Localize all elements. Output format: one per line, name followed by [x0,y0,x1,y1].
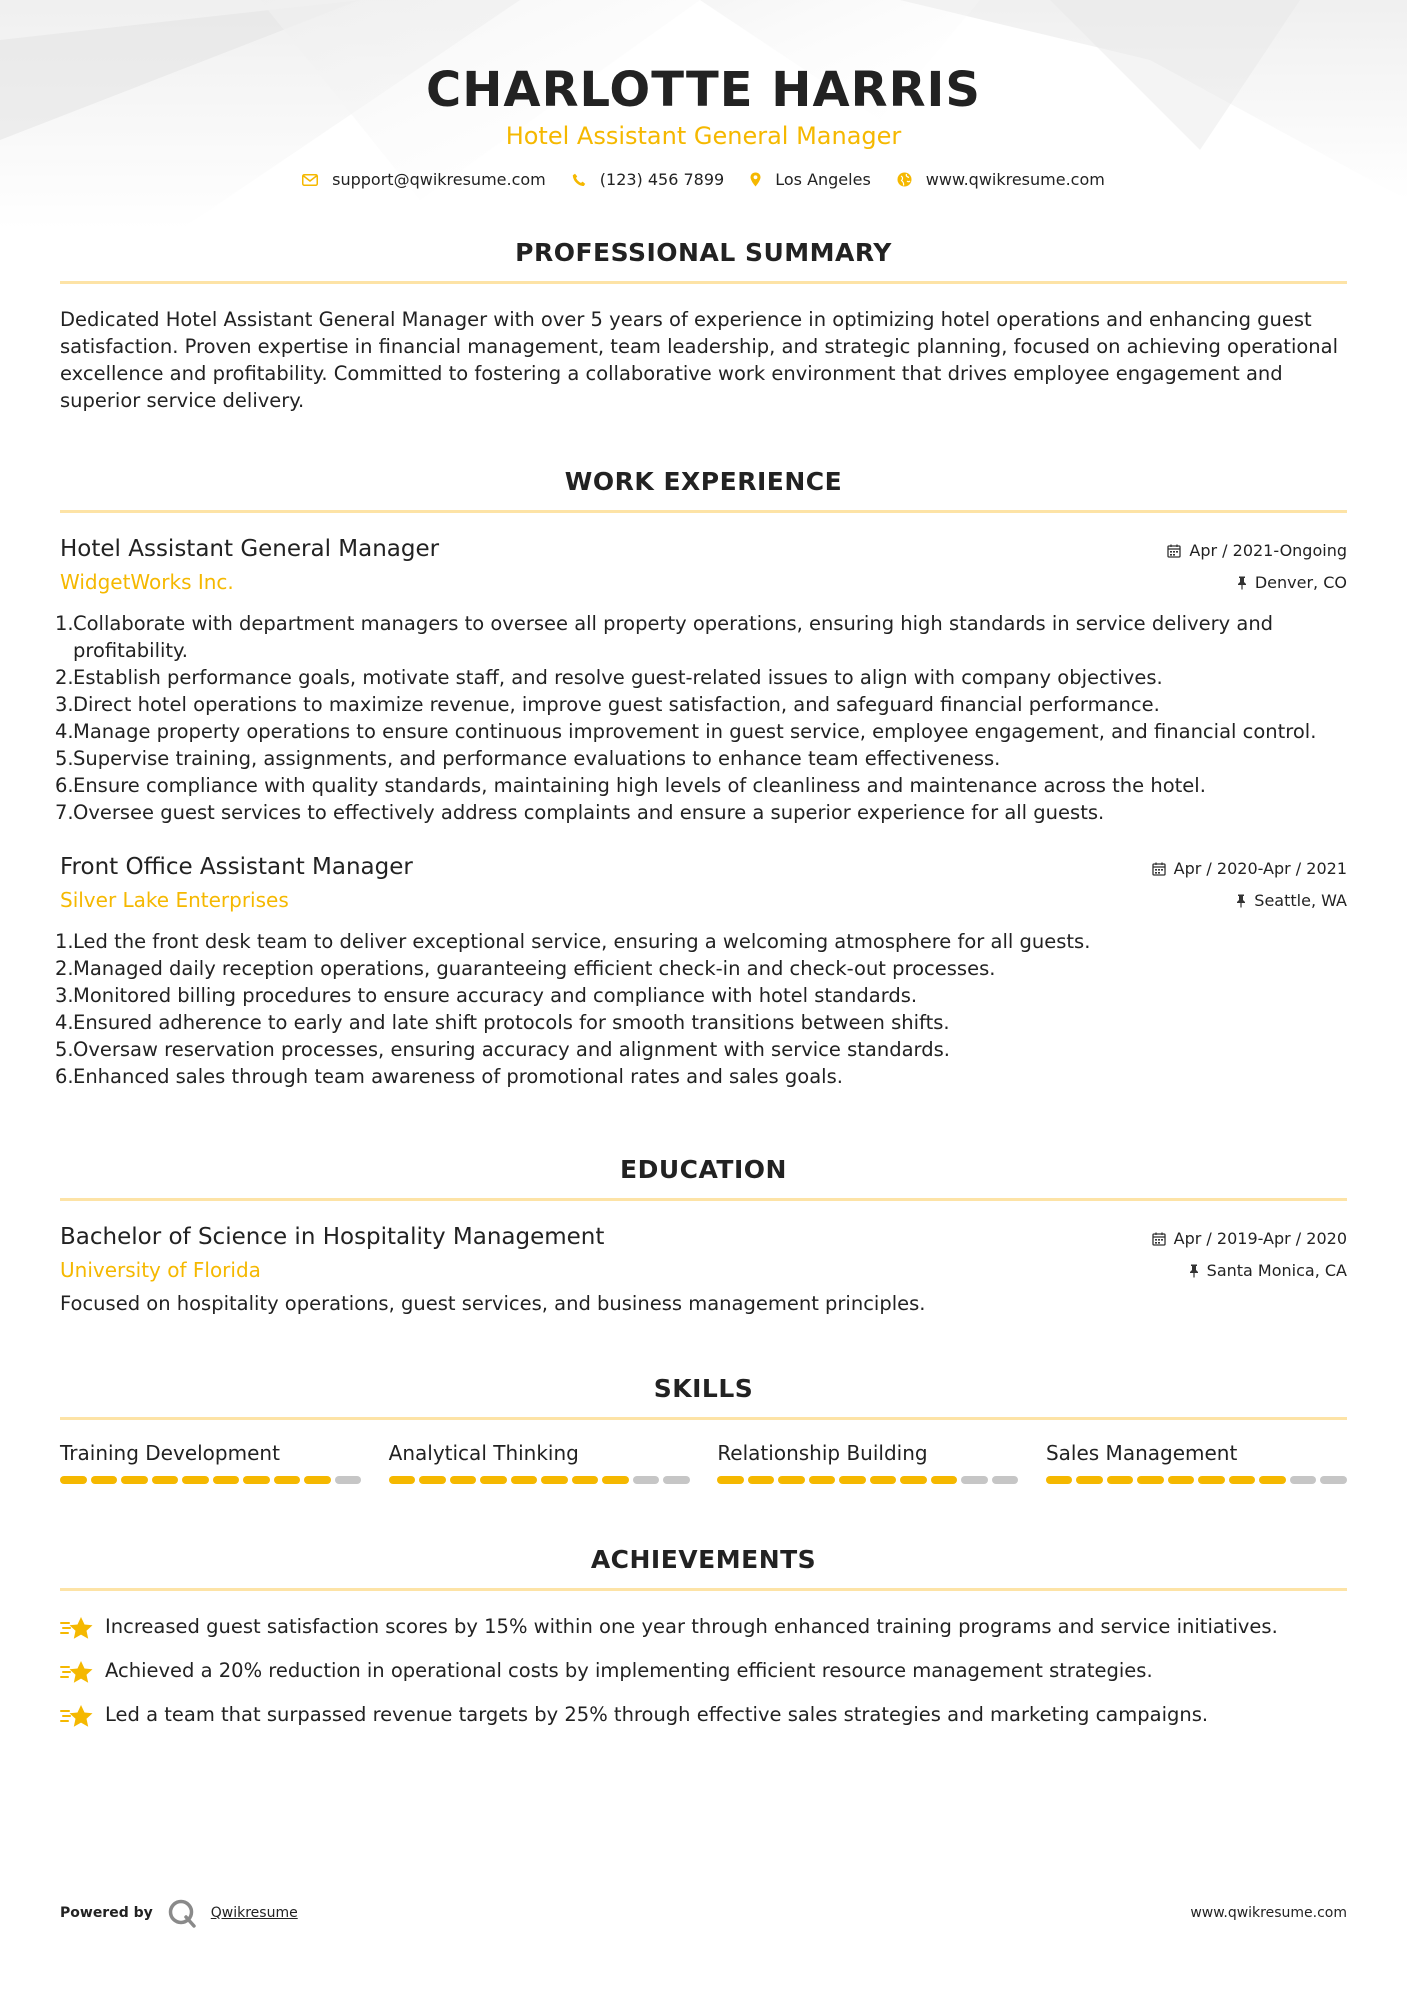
list-item: 3. Monitored billing procedures to ensure accuracy and compliance with hotel standards. [55,984,918,1007]
list-item: 1. Collaborate with department managers to oversee all property operations, ensuring high standards in service delivery and profitability. [55,612,1274,662]
job-company: WidgetWorks Inc. [60,570,234,594]
phone-icon [572,173,586,187]
candidate-name: CHARLOTTE HARRIS [426,62,981,118]
skill-level-segment-filled [450,1476,477,1484]
achievements-list [60,1613,1347,1729]
skill-level-segment-filled [511,1476,538,1484]
list-item: 5. Supervise training, assignments, and performance evaluations to enhance team effectiveness. [55,747,1001,770]
skill-name: Analytical Thinking [388,1441,579,1465]
education-section [60,1154,1347,1317]
skill-level-segment-filled [748,1476,775,1484]
skill-level-segment-empty [1320,1476,1347,1484]
skills-heading: SKILLS [653,1374,754,1403]
brand-link[interactable]: Qwikresume [210,1905,298,1921]
calendar-icon [1167,544,1181,558]
pushpin-icon [1237,576,1247,590]
achievement-text: Achieved a 20% reduction in operational costs by implementing efficient resource management strategies. [105,1659,1153,1682]
list-item: 3. Direct hotel operations to maximize revenue, improve guest satisfaction, and safeguard financial performance. [55,693,1160,716]
skill-level-bar [717,1476,1018,1484]
job-responsibilities [55,610,1347,826]
job-entry-1 [55,534,1347,826]
job-title: Front Office Assistant Manager [60,854,413,880]
contact-phone[interactable] [572,170,724,189]
achievements-heading: ACHIEVEMENTS [590,1545,817,1574]
list-item: 7. Oversee guest services to effectively address complaints and ensure a superior experience for all guests. [55,801,1105,824]
skill-level-segment-filled [152,1476,179,1484]
job-entry-2 [55,852,1347,1090]
skills-section [60,1373,1347,1484]
skill-level-segment-empty [633,1476,660,1484]
skill-level-segment-filled [1229,1476,1256,1484]
skill-level-segment-empty [961,1476,988,1484]
skill-level-segment-filled [717,1476,744,1484]
achievements-section [60,1544,1347,1729]
achievement-text: Led a team that surpassed revenue targets by 25% through effective sales strategies and marketing campaigns. [105,1703,1209,1726]
school-name: University of Florida [60,1258,261,1282]
map-pin-icon [750,172,761,187]
powered-by [60,1898,298,1928]
education-dates: Apr / 2019-Apr / 2020 [1173,1229,1347,1248]
achievement-item [60,1657,1347,1685]
skill-level-segment-empty [335,1476,362,1484]
list-item: 6. Ensure compliance with quality standards, maintaining high levels of cleanliness and maintenance across the hotel. [55,774,1206,797]
experience-heading: WORK EXPERIENCE [564,467,843,496]
skill-level-segment-filled [541,1476,568,1484]
contact-bar [0,170,1407,189]
resume-header [0,0,1407,189]
skill-level-segment-empty [992,1476,1019,1484]
skill-level-segment-empty [663,1476,690,1484]
star-icon [60,1659,94,1685]
education-description: Focused on hospitality operations, guest services, and business management principles. [60,1292,926,1315]
job-company: Silver Lake Enterprises [60,888,289,912]
section-divider [60,510,1347,513]
star-icon [60,1703,94,1729]
contact-email[interactable] [302,170,546,189]
email-text: support@qwikresume.com [332,170,546,189]
skill-level-segment-filled [870,1476,897,1484]
location-text: Los Angeles [775,170,871,189]
skill-level-segment-filled [839,1476,866,1484]
skill-level-segment-filled [182,1476,209,1484]
list-item: 2. Managed daily reception operations, guaranteeing efficient check-in and check-out processes. [55,957,996,980]
education-heading: EDUCATION [620,1155,787,1184]
skill-level-segment-filled [1076,1476,1103,1484]
list-item: 4. Ensured adherence to early and late shift protocols for smooth transitions between shifts. [55,1011,950,1034]
calendar-icon [1152,1232,1166,1246]
skill-level-segment-filled [60,1476,87,1484]
education-location: Santa Monica, CA [1206,1261,1347,1280]
contact-location [750,170,871,189]
skill-level-segment-filled [419,1476,446,1484]
skill-level-bar [60,1476,361,1484]
skill-level-segment-filled [1168,1476,1195,1484]
job-title: Hotel Assistant General Manager [60,536,440,562]
phone-text: (123) 456 7899 [599,170,725,189]
pushpin-icon [1236,894,1246,908]
footer-website[interactable]: www.qwikresume.com [1190,1905,1347,1921]
section-divider [60,1417,1347,1420]
skill-level-segment-filled [91,1476,118,1484]
skills-row [60,1440,1347,1484]
skill-name: Training Development [60,1441,280,1465]
skill-level-segment-filled [778,1476,805,1484]
summary-heading: PROFESSIONAL SUMMARY [515,238,892,267]
experience-section [55,466,1347,1090]
envelope-icon [302,174,318,186]
skill-level-segment-filled [1198,1476,1225,1484]
skill-level-segment-filled [1259,1476,1286,1484]
skill-item [1046,1440,1347,1484]
skill-level-segment-filled [1137,1476,1164,1484]
qwikresume-logo-icon [167,1898,197,1928]
skill-level-bar [389,1476,690,1484]
skill-name: Sales Management [1045,1441,1238,1465]
job-responsibilities [55,928,1347,1090]
skill-level-segment-filled [931,1476,958,1484]
list-item: 6. Enhanced sales through team awareness of promotional rates and sales goals. [55,1065,843,1088]
list-item: 5. Oversaw reservation processes, ensuring accuracy and alignment with service standards. [55,1038,950,1061]
skill-level-segment-filled [480,1476,507,1484]
skill-level-segment-filled [900,1476,927,1484]
job-location: Denver, CO [1254,573,1347,592]
skill-name: Relationship Building [717,1441,928,1465]
pushpin-icon [1189,1264,1199,1278]
website-text: www.qwikresume.com [925,170,1105,189]
job-location: Seattle, WA [1254,891,1347,910]
star-icon [60,1615,94,1641]
summary-section [60,237,1347,414]
skill-level-segment-filled [1107,1476,1134,1484]
skill-level-segment-filled [304,1476,331,1484]
globe-icon [897,172,912,187]
skill-level-segment-filled [809,1476,836,1484]
list-item: 1. Led the front desk team to deliver exceptional service, ensuring a welcoming atmosphere for all guests. [55,930,1091,953]
page-footer [60,1898,1347,1928]
candidate-role: Hotel Assistant General Manager [505,122,902,150]
list-item: 4. Manage property operations to ensure continuous improvement in guest service, employee engagement, and financial control. [55,720,1317,743]
powered-by-label: Powered by [60,1905,153,1921]
skill-level-segment-filled [121,1476,148,1484]
achievement-item [60,1613,1347,1641]
achievement-item [60,1701,1347,1729]
contact-website[interactable] [897,170,1105,189]
skill-level-segment-empty [1290,1476,1317,1484]
skill-level-segment-filled [572,1476,599,1484]
section-divider [60,281,1347,284]
summary-text: Dedicated Hotel Assistant General Manager with over 5 years of experience in optimizing hotel operations and enhancing guest satisfaction. Proven expertise in financial management, team leadership, and strategic planning, focused on achieving operational excellence and profitability. Committed to fostering a collaborative work environment that drives employee engagement and superior service delivery. [60,308,1339,412]
list-item: 2. Establish performance goals, motivate staff, and resolve guest-related issues to align with company objectives. [55,666,1163,689]
skill-level-segment-filled [274,1476,301,1484]
calendar-icon [1152,862,1166,876]
education-entry [60,1222,1347,1317]
skill-item [389,1440,690,1484]
skill-level-segment-filled [389,1476,416,1484]
job-dates: Apr / 2020-Apr / 2021 [1173,859,1347,878]
section-divider [60,1198,1347,1201]
skill-item [717,1440,1018,1484]
skill-item [60,1440,361,1484]
job-dates: Apr / 2021-Ongoing [1189,541,1347,560]
achievement-text: Increased guest satisfaction scores by 15% within one year through enhanced training programs and service initiatives. [105,1615,1278,1638]
skill-level-segment-filled [213,1476,240,1484]
degree-title: Bachelor of Science in Hospitality Management [60,1224,605,1250]
skill-level-segment-filled [1046,1476,1073,1484]
skill-level-segment-filled [243,1476,270,1484]
skill-level-bar [1046,1476,1347,1484]
skill-level-segment-filled [602,1476,629,1484]
section-divider [60,1588,1347,1591]
